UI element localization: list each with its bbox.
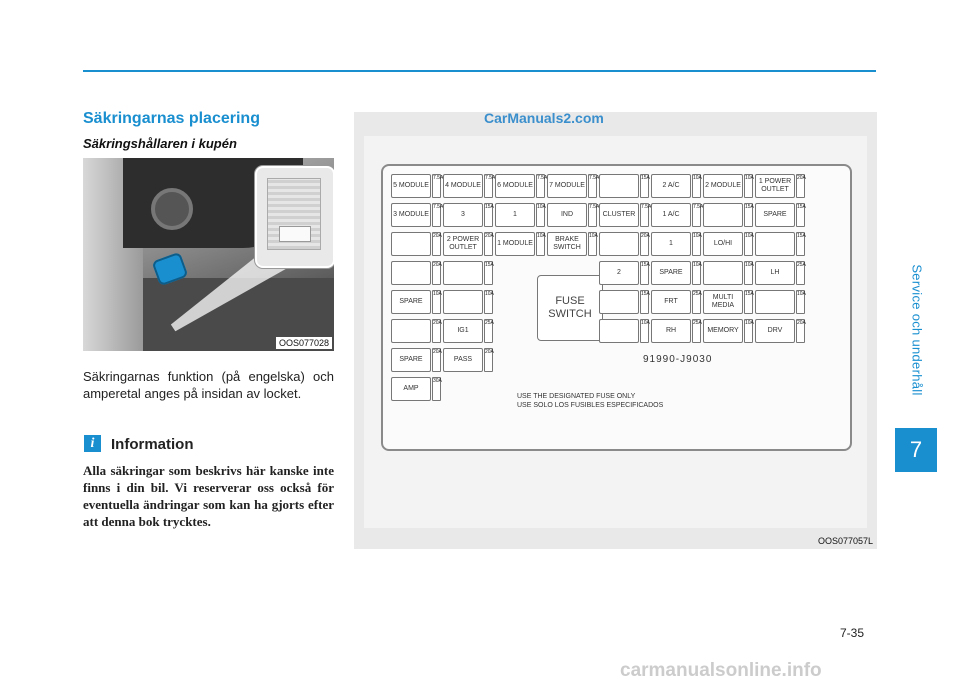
- fuse-board: [381, 164, 852, 451]
- fuse-amp-rating: 10A: [744, 232, 753, 256]
- fuse-amp-rating: 10A: [432, 290, 441, 314]
- top-rule: [83, 70, 876, 72]
- fuse-slot: [443, 290, 483, 314]
- fuse-amp-rating: 15A: [484, 203, 493, 227]
- fuse-amp-rating: 15A: [640, 261, 649, 285]
- chapter-number-tab: 7: [895, 428, 937, 472]
- fuse-slot: 2 MODULE: [703, 174, 743, 198]
- fuse-slot: 1 MODULE: [495, 232, 535, 256]
- fuse-slot: [599, 290, 639, 314]
- fuse-slot: [599, 319, 639, 343]
- fuse-switch-label-2: SWITCH: [548, 308, 592, 320]
- fuse-amp-rating: 15A: [796, 232, 805, 256]
- fuse-slot: 2: [599, 261, 639, 285]
- fuse-switch-label-1: FUSE: [555, 295, 585, 307]
- photo-air-vent: [151, 188, 193, 230]
- fuse-slot: [703, 261, 743, 285]
- fuse-amp-rating: 25A: [796, 261, 805, 285]
- fuse-amp-rating: 15A: [796, 203, 805, 227]
- fuse-slot: MULTI MEDIA: [703, 290, 743, 314]
- fuse-slot: 4 MODULE: [443, 174, 483, 198]
- fuse-slot: [755, 232, 795, 256]
- fuse-amp-rating: 10A: [484, 290, 493, 314]
- fuse-amp-rating: 15A: [744, 290, 753, 314]
- section-subtitle: Säkringshållaren i kupén: [83, 136, 237, 151]
- fuse-amp-rating: 20A: [796, 174, 805, 198]
- fuse-slot: FRT: [651, 290, 691, 314]
- fuse-amp-rating: 7.5A: [692, 203, 701, 227]
- fuse-slot: MEMORY: [703, 319, 743, 343]
- fuse-amp-rating: 20A: [432, 232, 441, 256]
- board-note-line-2: USE SOLO LOS FUSIBLES ESPECIFICADOS: [517, 402, 664, 409]
- board-note: [517, 392, 663, 410]
- fuse-slot: 1 POWER OUTLET: [755, 174, 795, 198]
- fuse-slot: 3 MODULE: [391, 203, 431, 227]
- board-note-line-1: USE THE DESIGNATED FUSE ONLY: [517, 393, 636, 400]
- watermark-top: CarManuals2.com: [484, 110, 604, 126]
- fuse-amp-rating: 20A: [796, 319, 805, 343]
- fuse-slot: [391, 261, 431, 285]
- info-text: Alla säkringar som beskrivs här kanske inte finns i din bil. Vi reserverar oss också för eventuella ändringar som kan ha gjorts efter att denna bok trycktes.: [83, 463, 334, 529]
- fuse-slot: SPARE: [755, 203, 795, 227]
- fuse-slot: LH: [755, 261, 795, 285]
- board-part-number: 91990-J9030: [643, 354, 713, 365]
- fuse-amp-rating: 10A: [640, 319, 649, 343]
- fuse-amp-rating: 7.5A: [640, 203, 649, 227]
- fuse-slot: SPARE: [391, 348, 431, 372]
- fuse-slot: [391, 232, 431, 256]
- fuse-slot: 1 A/C: [651, 203, 691, 227]
- fuse-slot: 6 MODULE: [495, 174, 535, 198]
- fuse-slot: [443, 261, 483, 285]
- fuse-slot: [599, 232, 639, 256]
- info-title: Information: [111, 436, 194, 453]
- fuse-amp-rating: 15A: [744, 203, 753, 227]
- interior-fuse-location-photo: [83, 158, 334, 351]
- fuse-switch: [537, 275, 603, 341]
- fuse-slot: [599, 174, 639, 198]
- fuse-slot: 1: [651, 232, 691, 256]
- fuse-amp-rating: 20A: [432, 261, 441, 285]
- fuse-slot: 2 A/C: [651, 174, 691, 198]
- fuse-slot: IG1: [443, 319, 483, 343]
- fuse-amp-rating: 20A: [432, 348, 441, 372]
- fuse-amp-rating: 10A: [692, 261, 701, 285]
- fuse-slot: [703, 203, 743, 227]
- fuse-slot: AMP: [391, 377, 431, 401]
- fuse-amp-rating: 15A: [640, 174, 649, 198]
- fuse-slot: IND: [547, 203, 587, 227]
- photo-code: OOS077028: [276, 337, 332, 349]
- fuse-amp-rating: 10A: [692, 232, 701, 256]
- fuse-amp-rating: 20A: [640, 232, 649, 256]
- fuse-amp-rating: 10A: [536, 232, 545, 256]
- body-text: Säkringarnas funktion (på engelska) och amperetal anges på insidan av locket.: [83, 369, 334, 401]
- fuse-amp-rating: 15A: [640, 290, 649, 314]
- fuse-amp-rating: 20A: [432, 319, 441, 343]
- side-chapter-label: [897, 240, 937, 420]
- fuse-amp-rating: 7.5A: [588, 174, 597, 198]
- fuse-slot: 5 MODULE: [391, 174, 431, 198]
- fuse-slot: 3: [443, 203, 483, 227]
- fuse-amp-rating: 7.5A: [432, 203, 441, 227]
- fuse-slot: PASS: [443, 348, 483, 372]
- fuse-slot: 7 MODULE: [547, 174, 587, 198]
- fuse-slot: [391, 319, 431, 343]
- fuse-amp-rating: 25A: [692, 319, 701, 343]
- photo-fuse-cover-inset: [255, 166, 334, 268]
- fuse-amp-rating: 10A: [536, 203, 545, 227]
- fuse-slot: [755, 290, 795, 314]
- fuse-amp-rating: 25A: [692, 290, 701, 314]
- fuse-panel-diagram: [354, 112, 877, 549]
- fuse-amp-rating: 10A: [744, 174, 753, 198]
- fuse-slot: SPARE: [391, 290, 431, 314]
- fuse-amp-rating: 10A: [744, 261, 753, 285]
- fuse-amp-rating: 10A: [692, 174, 701, 198]
- fuse-slot: 1: [495, 203, 535, 227]
- fuse-amp-rating: 30A: [432, 377, 441, 401]
- fuse-amp-rating: 25A: [484, 319, 493, 343]
- footer-watermark: carmanualsonline.info: [620, 660, 822, 681]
- fuse-amp-rating: 10A: [796, 290, 805, 314]
- fuse-slot: CLUSTER: [599, 203, 639, 227]
- fuse-slot: DRV: [755, 319, 795, 343]
- fuse-amp-rating: 20A: [484, 348, 493, 372]
- fuse-amp-rating: 7.5A: [588, 203, 597, 227]
- fuse-slot: RH: [651, 319, 691, 343]
- page-number: 7-35: [840, 626, 865, 640]
- fuse-amp-rating: 7.5A: [484, 174, 493, 198]
- info-icon: i: [84, 435, 101, 452]
- fuse-slot: LO/HI: [703, 232, 743, 256]
- fuse-amp-rating: 10A: [744, 319, 753, 343]
- section-title: Säkringarnas placering: [83, 110, 260, 127]
- fuse-amp-rating: 7.5A: [432, 174, 441, 198]
- side-chapter-label-text: Service och underhåll: [909, 264, 925, 396]
- fuse-amp-rating: 7.5A: [536, 174, 545, 198]
- fuse-panel-code: OOS077057L: [817, 536, 873, 546]
- fuse-amp-rating: 20A: [484, 232, 493, 256]
- fuse-amp-rating: 10A: [588, 232, 597, 256]
- fuse-amp-rating: 15A: [484, 261, 493, 285]
- fuse-slot: BRAKE SWITCH: [547, 232, 587, 256]
- fuse-slot: SPARE: [651, 261, 691, 285]
- fuse-cover-slot: [279, 226, 311, 242]
- fuse-slot: 2 POWER OUTLET: [443, 232, 483, 256]
